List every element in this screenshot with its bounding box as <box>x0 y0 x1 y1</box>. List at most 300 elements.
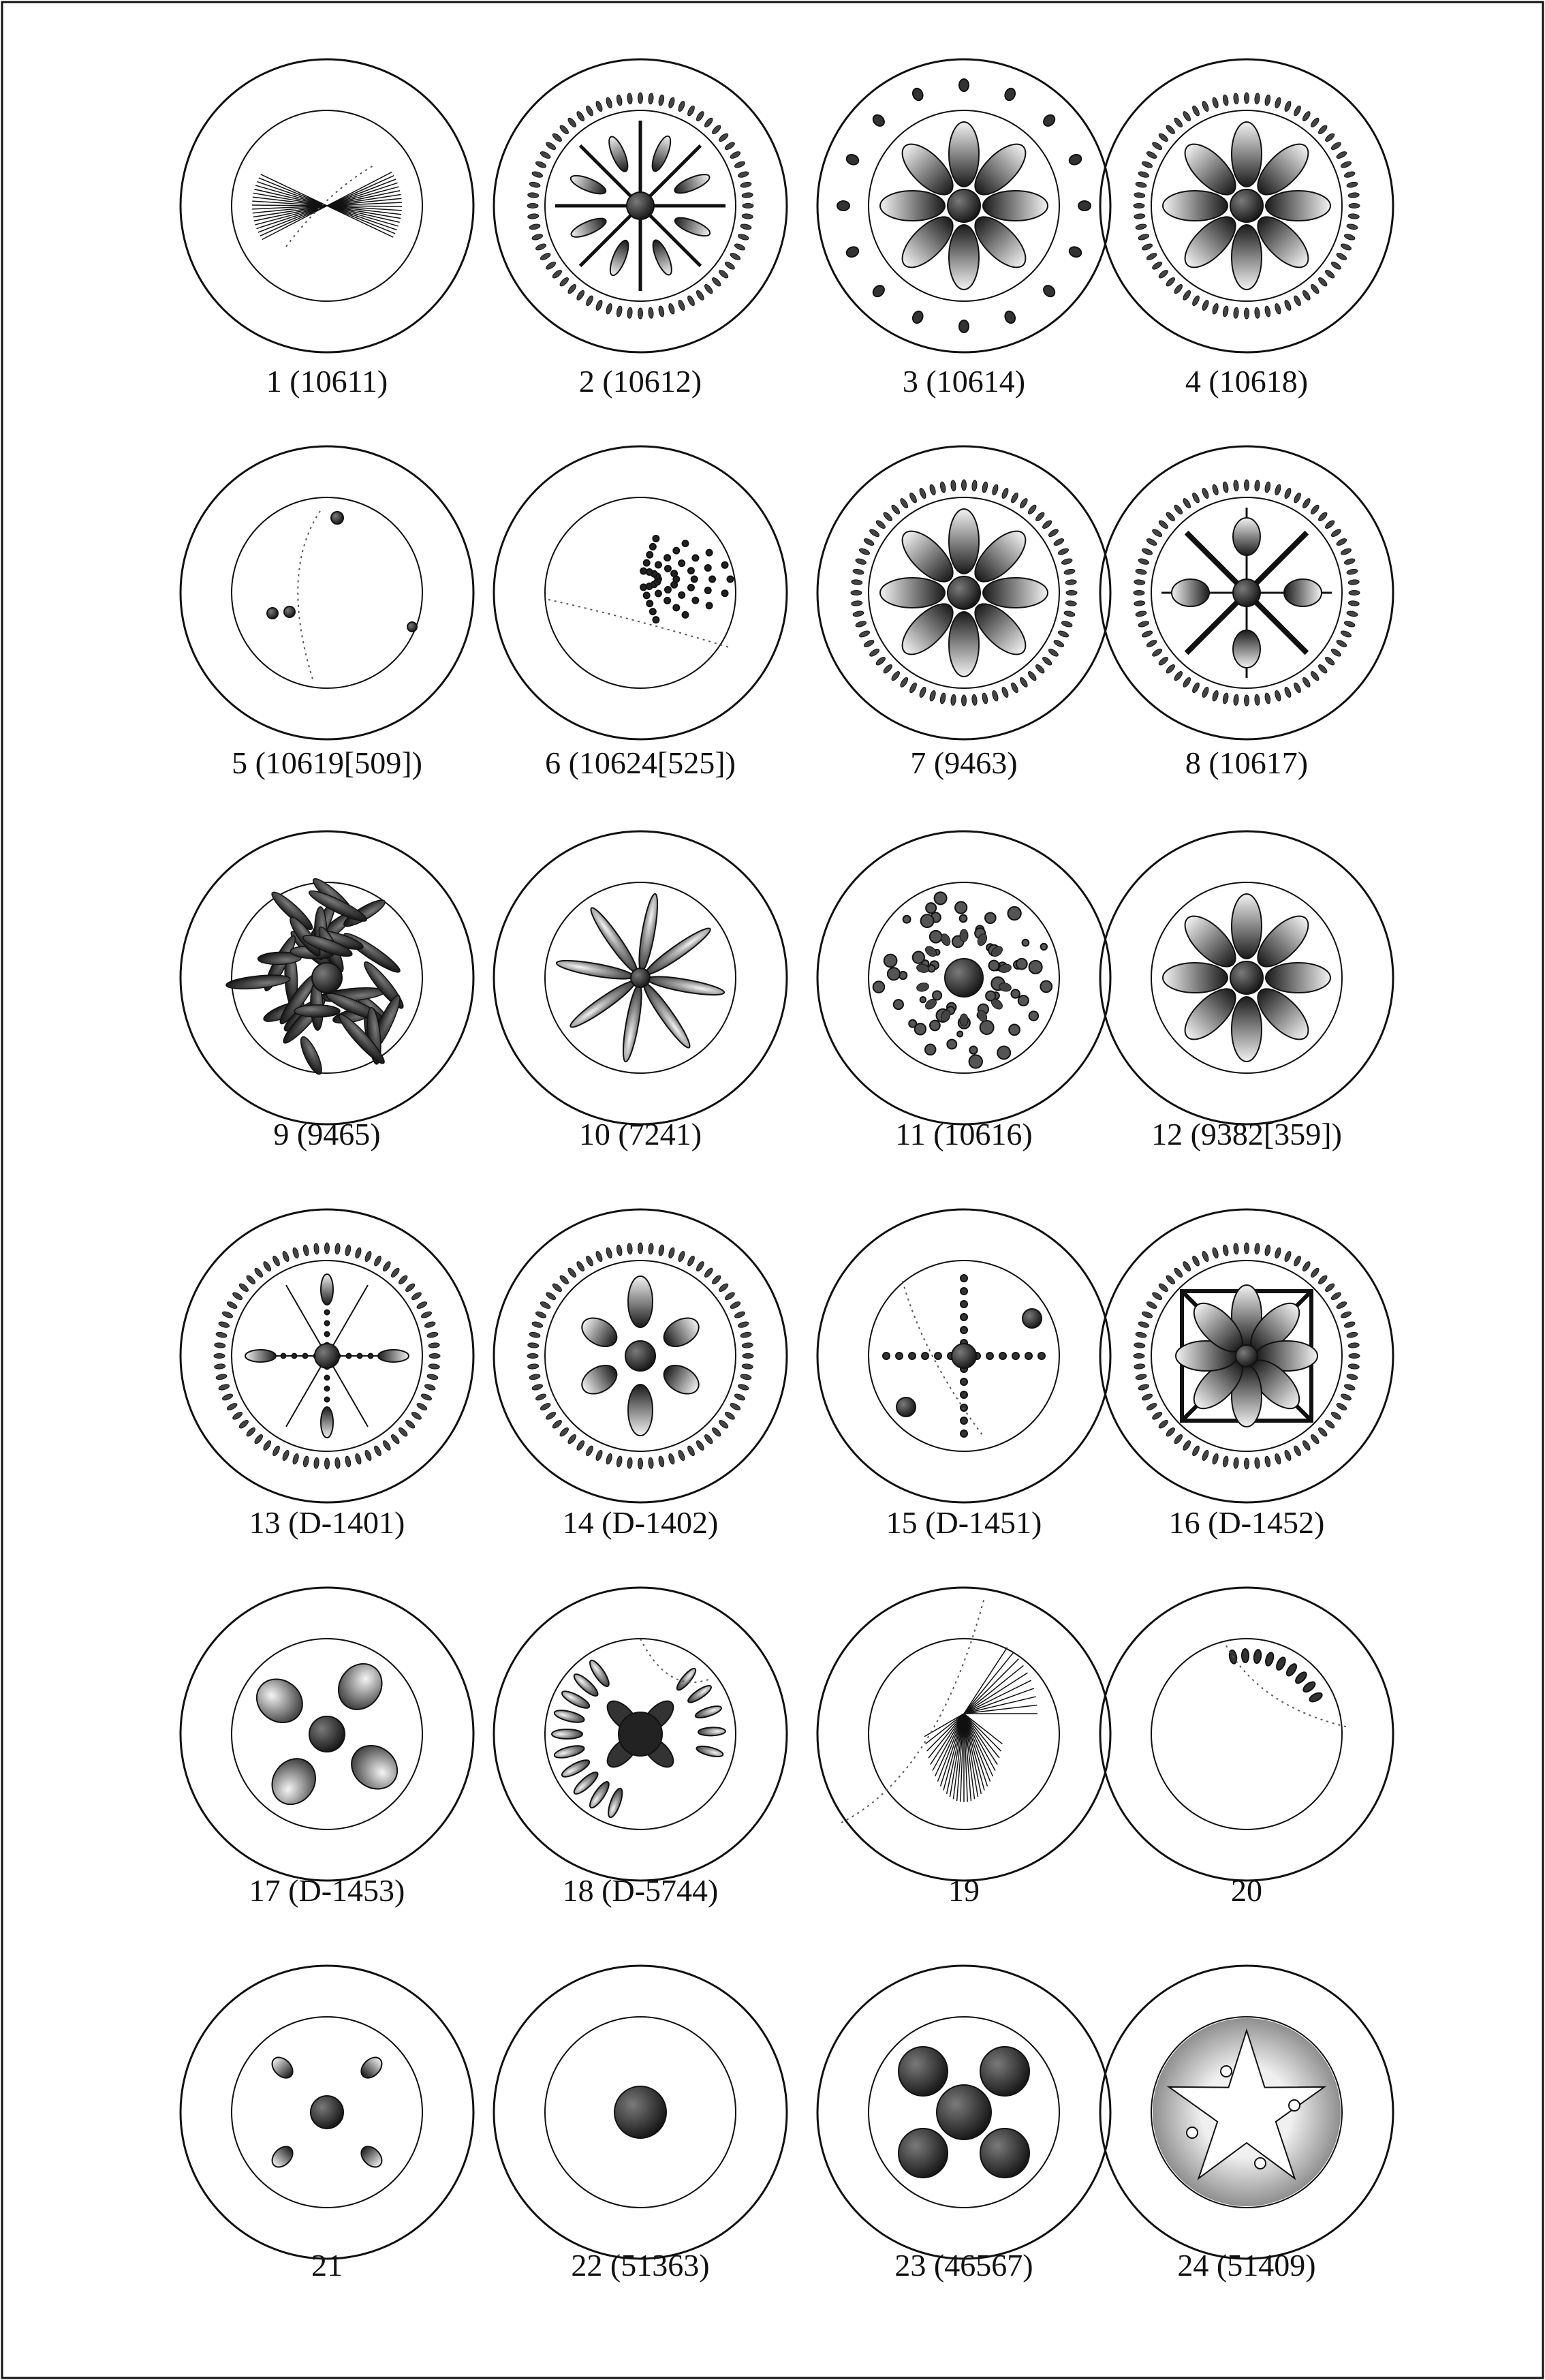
tangle-mark <box>225 973 291 991</box>
bead-mark <box>1233 480 1239 491</box>
dot-mark <box>925 1045 935 1055</box>
bead-mark <box>527 1354 538 1359</box>
bead-mark <box>262 1261 272 1272</box>
bead-mark <box>718 132 730 143</box>
bead-mark <box>695 1261 705 1272</box>
hole-mark <box>1187 2127 1198 2138</box>
bead-mark <box>1146 639 1157 649</box>
bead-mark <box>909 492 918 504</box>
bead-mark <box>1330 647 1342 658</box>
bead-mark <box>527 204 538 208</box>
bead-mark <box>851 600 862 606</box>
bead-mark <box>1048 647 1059 658</box>
bead-mark <box>1330 1410 1342 1421</box>
bead-mark <box>424 1320 436 1328</box>
figure-23 <box>817 1966 1110 2259</box>
bead-mark <box>313 1243 319 1254</box>
dot-mark <box>267 608 278 619</box>
dot-mark <box>935 892 947 904</box>
bead-mark <box>668 303 675 315</box>
bead-mark <box>1317 277 1328 288</box>
bead-mark <box>718 268 730 279</box>
bead-mark <box>428 1363 440 1370</box>
bead-mark <box>658 95 665 106</box>
bead-mark <box>711 277 722 288</box>
dot-mark <box>922 1353 928 1359</box>
bead-mark <box>1349 591 1360 596</box>
dot-mark <box>961 1430 967 1437</box>
dot-mark <box>1016 959 1027 970</box>
bead-mark <box>529 223 541 230</box>
petal-mark <box>577 1359 622 1400</box>
petal-mark <box>659 1359 704 1400</box>
bead-mark <box>545 141 557 151</box>
bead-mark <box>214 1363 225 1370</box>
bead-mark <box>595 100 604 112</box>
bead-mark <box>939 482 946 493</box>
bead-mark <box>1134 1342 1145 1348</box>
bead-mark <box>411 1291 422 1301</box>
dot-mark <box>1233 579 1260 606</box>
bead-mark <box>334 1457 341 1469</box>
bead-mark <box>1182 110 1192 122</box>
bead-mark <box>740 223 751 230</box>
bead-mark <box>218 1383 230 1391</box>
bead-mark <box>576 110 586 122</box>
bead-mark <box>982 692 988 704</box>
bead-mark <box>1141 630 1153 638</box>
bead-mark <box>1293 1445 1302 1457</box>
bead-mark <box>595 1449 604 1461</box>
bead-mark <box>1010 492 1020 504</box>
dot-mark <box>883 1353 890 1359</box>
bead-mark <box>1222 305 1229 317</box>
bead-mark <box>1042 655 1053 666</box>
petal-mark <box>949 612 979 677</box>
bead-mark <box>411 1410 422 1421</box>
bead-mark <box>627 1243 633 1254</box>
bead-mark <box>1141 547 1153 556</box>
bead-mark <box>695 1440 705 1451</box>
bead-mark <box>364 1250 373 1262</box>
petal-mark <box>1242 1649 1249 1663</box>
bead-mark <box>658 1245 665 1256</box>
bead-mark <box>420 1310 432 1319</box>
bead-mark <box>730 252 741 262</box>
bead-mark <box>416 1301 428 1310</box>
petal-mark <box>577 1312 622 1353</box>
bead-mark <box>292 1453 299 1465</box>
bead-mark <box>851 591 862 596</box>
dot-mark <box>980 2047 1029 2096</box>
petal-mark <box>949 122 979 187</box>
bead-mark <box>1165 1274 1176 1285</box>
bead-mark <box>1191 492 1201 504</box>
bead-mark <box>1001 686 1010 698</box>
petal-mark <box>880 578 945 608</box>
bead-mark <box>1309 283 1320 295</box>
dot-mark <box>961 1314 967 1320</box>
bead-mark <box>1317 1427 1328 1438</box>
bead-mark <box>576 290 586 301</box>
bead-mark <box>1222 482 1229 493</box>
bead-mark <box>281 1449 290 1461</box>
bead-mark <box>687 105 696 117</box>
figure-label: 19 <box>948 1873 980 1908</box>
bead-mark <box>1336 1402 1347 1412</box>
bead-mark <box>535 1393 546 1402</box>
dot-mark <box>325 1376 330 1380</box>
petal-mark <box>959 79 969 91</box>
bead-mark <box>1201 487 1210 499</box>
bead-mark <box>390 1267 401 1278</box>
dot-mark <box>664 598 670 604</box>
dot-mark <box>873 981 885 993</box>
dot-mark <box>644 560 650 566</box>
bead-mark <box>1283 1449 1292 1461</box>
bead-mark <box>1146 252 1157 262</box>
bead-mark <box>1136 568 1147 575</box>
bead-mark <box>1134 591 1144 596</box>
bead-mark <box>1348 600 1360 606</box>
dot-mark <box>325 1310 330 1315</box>
bead-mark <box>1274 303 1281 315</box>
bead-mark <box>668 1453 675 1465</box>
bead-mark <box>687 1445 696 1457</box>
dot-mark <box>325 1321 330 1326</box>
bead-mark <box>950 480 956 491</box>
figure-label: 18 (D-5744) <box>562 1873 719 1908</box>
dot-mark <box>347 1354 352 1359</box>
dot-mark <box>1040 981 1052 993</box>
petal-mark <box>606 134 631 174</box>
petal-mark <box>1285 1663 1298 1678</box>
bead-mark <box>869 528 880 538</box>
bead-mark <box>1233 1457 1239 1469</box>
dot-mark <box>1012 1353 1019 1359</box>
bead-mark <box>703 283 714 295</box>
bead-mark <box>724 260 736 271</box>
bead-mark <box>1293 105 1302 117</box>
figure-label: 15 (D-1451) <box>886 1505 1042 1540</box>
bead-mark <box>1264 692 1271 704</box>
figure-2 <box>494 59 787 352</box>
bead-mark <box>1324 519 1336 530</box>
bead-mark <box>734 243 745 251</box>
dot-mark <box>312 963 342 993</box>
bead-mark <box>924 944 939 959</box>
dot-mark <box>646 600 653 606</box>
dot-mark <box>692 555 698 561</box>
dot-mark <box>325 1387 330 1391</box>
bead-mark <box>1065 579 1077 585</box>
dot-mark <box>1023 1309 1042 1328</box>
bead-mark <box>576 1440 586 1451</box>
bead-mark <box>214 1342 225 1348</box>
petal-mark <box>959 320 969 333</box>
bead-mark <box>1330 528 1342 538</box>
bead-mark <box>1138 170 1149 178</box>
bead-mark <box>1346 181 1358 188</box>
bead-mark <box>1283 299 1292 311</box>
figure-20 <box>1100 1588 1393 1881</box>
figure-3 <box>817 59 1110 352</box>
bead-mark <box>1344 620 1356 628</box>
bead-mark <box>703 1267 714 1278</box>
dot-mark <box>1230 961 1263 994</box>
dot-mark <box>619 1712 662 1756</box>
dot-mark <box>284 606 295 617</box>
bead-mark <box>928 690 936 702</box>
bead-mark <box>1151 1291 1163 1301</box>
tangle-mark <box>297 1034 326 1077</box>
figure-7 <box>817 446 1110 739</box>
petal-mark <box>649 134 674 174</box>
bead-mark <box>677 299 686 311</box>
bead-mark <box>711 124 722 135</box>
bead-mark <box>1330 141 1342 151</box>
bead-mark <box>1157 519 1169 530</box>
bead-mark <box>605 1453 612 1465</box>
line-mark <box>964 1648 1007 1714</box>
bead-mark <box>214 1354 225 1359</box>
figure-1 <box>181 59 473 352</box>
dot-mark <box>937 2085 991 2139</box>
bead-mark <box>1146 1402 1157 1412</box>
bead-mark <box>1222 1245 1229 1256</box>
bead-mark <box>1157 268 1169 279</box>
figure-label: 5 (10619[509]) <box>232 745 422 780</box>
dot-mark <box>706 602 713 608</box>
figure-4 <box>1100 59 1393 352</box>
bead-mark <box>529 1374 541 1380</box>
bead-mark <box>1340 1393 1352 1402</box>
bead-mark <box>1151 141 1163 151</box>
bead-mark <box>232 1291 243 1301</box>
bead-mark <box>627 93 633 104</box>
petal-mark <box>1232 122 1262 187</box>
dot-mark <box>683 612 689 618</box>
dot-mark <box>640 568 646 574</box>
bead-mark <box>1136 181 1147 188</box>
bead-mark <box>545 1410 557 1421</box>
bead-mark <box>398 1274 409 1285</box>
bead-mark <box>648 307 654 319</box>
dot-mark <box>961 1301 967 1308</box>
petal-mark <box>1266 963 1330 993</box>
bead-mark <box>858 630 870 638</box>
petal-mark <box>268 2143 297 2172</box>
bead-mark <box>882 511 893 522</box>
figure-12 <box>1100 831 1393 1124</box>
bead-mark <box>1010 682 1020 694</box>
dot-mark <box>948 576 980 609</box>
dot-mark <box>961 1391 967 1398</box>
bead-mark <box>875 519 886 530</box>
dot-mark <box>631 968 650 987</box>
plate-border <box>2 2 1543 2378</box>
petal-mark <box>911 87 924 102</box>
bead-mark <box>1157 1282 1169 1293</box>
bead-mark <box>1057 630 1069 638</box>
dot-mark <box>986 1353 993 1359</box>
bead-mark <box>354 1453 362 1465</box>
bead-mark <box>545 1291 557 1301</box>
dot-mark <box>655 562 661 568</box>
bead-mark <box>743 1354 753 1359</box>
bead-mark <box>1344 557 1356 565</box>
bead-mark <box>540 1301 551 1310</box>
bead-mark <box>971 480 978 491</box>
bead-mark <box>1245 1243 1249 1254</box>
bead-mark <box>551 268 563 279</box>
figure-10 <box>494 831 787 1124</box>
bead-mark <box>281 1250 290 1262</box>
bead-mark <box>1274 690 1281 702</box>
dot-mark <box>930 1021 940 1031</box>
dot-mark <box>1011 989 1019 998</box>
bead-mark <box>1309 1267 1320 1278</box>
petal-mark <box>1232 225 1262 290</box>
bead-mark <box>1336 639 1347 649</box>
dot-mark <box>671 570 677 576</box>
bead-mark <box>1222 95 1229 106</box>
bead-mark <box>1146 1301 1157 1310</box>
bead-mark <box>1348 213 1360 219</box>
petal-mark <box>1233 630 1260 668</box>
petal-mark <box>837 201 849 211</box>
petal-mark <box>1275 1656 1288 1671</box>
petal-mark <box>1308 1691 1323 1703</box>
bead-mark <box>428 1342 440 1348</box>
bead-mark <box>373 1255 383 1267</box>
figure-6 <box>494 446 787 739</box>
bead-mark <box>962 695 967 706</box>
dot-mark <box>311 2096 343 2129</box>
dot-mark <box>722 590 728 596</box>
petal-mark <box>268 2054 297 2082</box>
bead-mark <box>1027 670 1037 682</box>
bead-mark <box>711 1427 722 1438</box>
bead-mark <box>734 1310 745 1319</box>
figure-label: 24 (51409) <box>1177 2248 1316 2283</box>
petal-mark <box>672 171 712 197</box>
bead-mark <box>703 117 714 128</box>
petal-mark <box>1233 518 1260 555</box>
bead-mark <box>738 1383 749 1391</box>
bead-mark <box>1136 223 1147 230</box>
figure-24 <box>1100 1966 1393 2259</box>
break-line <box>298 511 320 681</box>
dot-mark <box>985 912 996 923</box>
bead-mark <box>1053 639 1065 649</box>
dot-mark <box>903 916 911 923</box>
petal-mark <box>1042 283 1057 299</box>
bead-mark <box>738 233 749 241</box>
figure-5 <box>181 446 473 739</box>
dot-mark <box>646 552 653 558</box>
dot-mark <box>961 1288 967 1295</box>
bead-mark <box>627 307 633 319</box>
petal-mark <box>1264 1652 1275 1667</box>
dot-mark <box>921 914 934 927</box>
figure-8 <box>1100 446 1393 739</box>
bead-mark <box>1309 117 1320 128</box>
bead-mark <box>1346 1374 1358 1380</box>
bead-mark <box>1063 611 1075 617</box>
bead-mark <box>559 124 569 135</box>
bead-mark <box>245 1274 256 1285</box>
bead-mark <box>1134 204 1144 208</box>
bead-mark <box>1201 686 1210 698</box>
bead-mark <box>1349 1354 1360 1359</box>
bead-mark <box>918 686 927 698</box>
petal-mark <box>659 1312 704 1353</box>
bead-mark <box>638 1458 643 1469</box>
bead-mark <box>313 1457 319 1469</box>
bead-mark <box>1134 1354 1144 1359</box>
bead-mark <box>1336 1301 1347 1310</box>
bead-mark <box>939 692 946 704</box>
bead-mark <box>1348 1342 1360 1348</box>
bead-mark <box>1173 283 1184 295</box>
bead-mark <box>1346 611 1358 617</box>
figure-label: 9 (9465) <box>273 1117 381 1152</box>
bead-mark <box>253 1267 264 1278</box>
bead-mark <box>960 1014 968 1026</box>
bead-mark <box>1283 1250 1292 1262</box>
bead-mark <box>918 487 927 499</box>
bead-mark <box>272 1445 281 1457</box>
outer-rim <box>1100 1588 1393 1881</box>
bead-mark <box>605 1247 612 1258</box>
bead-mark <box>1057 547 1069 556</box>
break-line <box>841 1598 984 1823</box>
bead-mark <box>272 1255 281 1267</box>
petal-mark <box>871 113 887 129</box>
bead-mark <box>648 1243 654 1254</box>
figure-16 <box>1100 1209 1393 1502</box>
petal-mark <box>553 1708 585 1725</box>
bead-mark <box>1138 233 1149 241</box>
figure-label: 7 (9463) <box>910 745 1018 780</box>
bead-mark <box>218 1320 230 1328</box>
bead-mark <box>529 181 541 188</box>
figure-label: 6 (10624[525]) <box>545 745 736 780</box>
bead-mark <box>226 1301 238 1310</box>
dot-mark <box>896 1397 916 1417</box>
dot-mark <box>303 1354 308 1359</box>
bead-mark <box>738 170 749 178</box>
dot-mark <box>935 1353 941 1359</box>
bead-mark <box>668 1247 675 1258</box>
petal-mark <box>264 1750 324 1813</box>
bead-mark <box>1336 538 1347 547</box>
bead-mark <box>216 1331 228 1338</box>
dot-mark <box>1230 189 1263 222</box>
bead-mark <box>724 1410 736 1421</box>
dot-mark <box>688 585 694 591</box>
petal-mark <box>1003 87 1017 102</box>
bead-mark <box>1053 538 1065 547</box>
bead-mark <box>226 1402 238 1412</box>
bead-mark <box>540 1402 551 1412</box>
petal-mark <box>553 1744 585 1760</box>
bead-mark <box>535 1310 546 1319</box>
bead-mark <box>1136 1331 1147 1338</box>
bead-mark <box>1233 694 1239 706</box>
petal-mark <box>649 238 675 277</box>
